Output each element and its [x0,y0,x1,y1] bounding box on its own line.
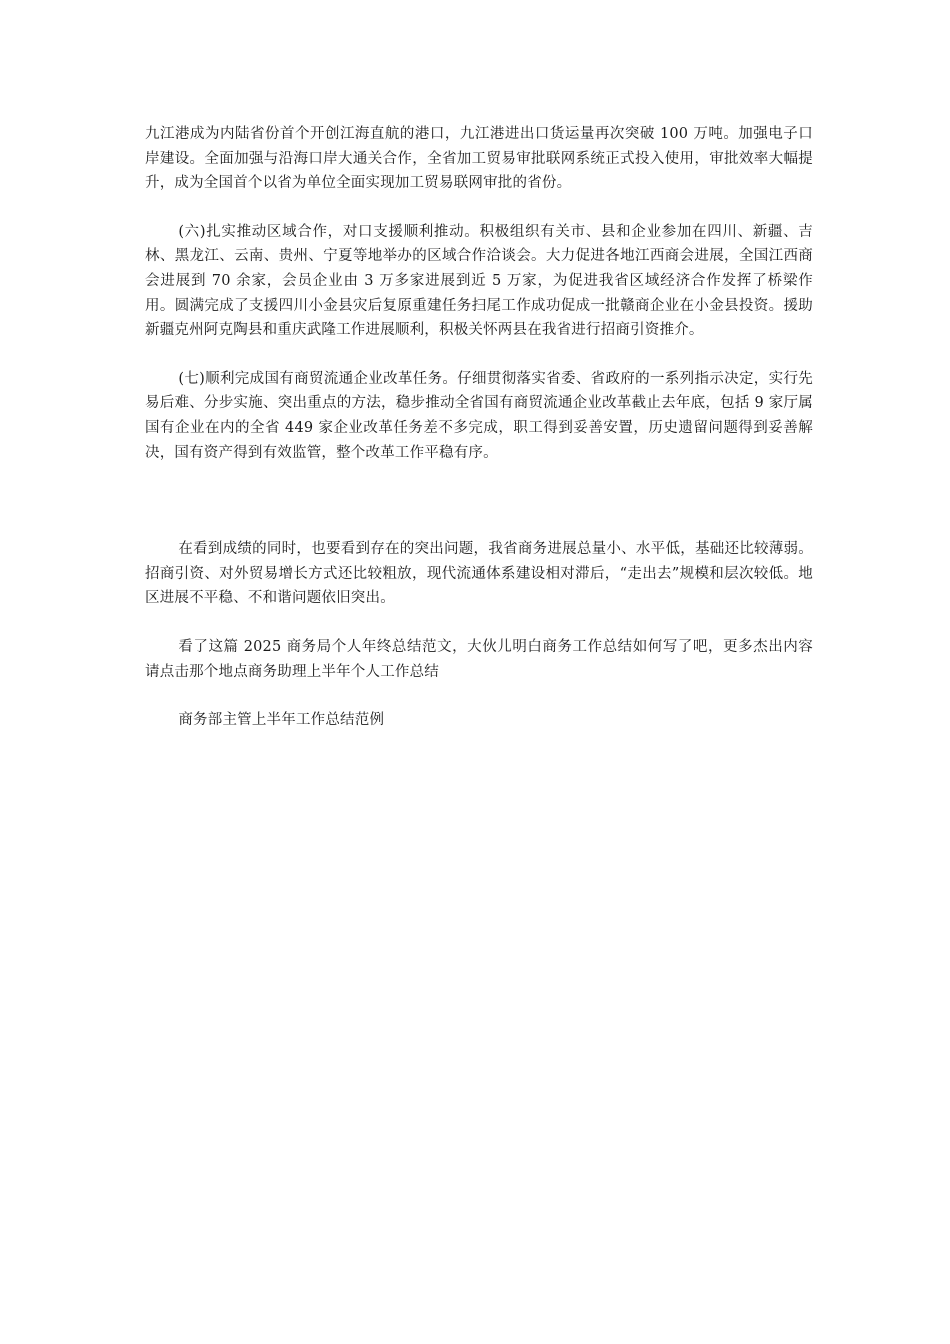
paragraph-port-trade: 九江港成为内陆省份首个开创江海直航的港口，九江港进出口货运量再次突破 100 万吨。加强电子口岸建设。全面加强与沿海口岸大通关合作，全省加工贸易审批联网系统正式投入使用，审批效率大幅提升，成为全国首个以省为单位全面实现加工贸易联网审批的省份。 [145,126,813,192]
paragraph-soe-reform: (七)顺利完成国有商贸流通企业改革任务。仔细贯彻落实省委、省政府的一系列指示决定，实行先易后难、分步实施、突出重点的方法，稳步推动全省国有商贸流通企业改革截止去年底，包括 9 家厅属国有企业在内的全省 449 家企业改革任务差不多完成，职工得到妥善安置，历史遗留问题得到妥善解决，国有资产得到有效监管，整个改革工作平稳有序。 [145,370,813,461]
paragraph-related-title[interactable]: 商务部主管上半年工作总结范例 [178,712,385,729]
document-body [145,122,813,733]
paragraph-problems: 在看到成绩的同时，也要看到存在的突出问题，我省商务进展总量小、水平低，基础还比较薄弱。招商引资、对外贸易增长方式还比较粗放，现代流通体系建设相对滞后，“走出去”规模和层次较低。地区进展不平稳、不和谐问题依旧突出。 [145,541,813,607]
paragraph-regional-cooperation: (六)扎实推动区域合作，对口支援顺利推动。积极组织有关市、县和企业参加在四川、新疆、吉林、黑龙江、云南、贵州、宁夏等地举办的区域合作洽谈会。大力促进各地江西商会进展，全国江西商会进展到 70 余家，会员企业由 3 万多家进展到近 5 万家，为促进我省区域经济合作发挥了桥梁作用。圆满完成了支援四川小金县灾后复原重建任务扫尾工作成功促成一批赣商企业在小金县投资。援助新疆克州阿克陶县和重庆武隆工作进展顺利，积极关怀两县在我省进行招商引资推介。 [145,223,813,339]
paragraph-closing-link[interactable]: 看了这篇 2025 商务局个人年终总结范文，大伙儿明白商务工作总结如何写了吧，更多杰出内容请点击那个地点商务助理上半年个人工作总结 [145,638,813,680]
